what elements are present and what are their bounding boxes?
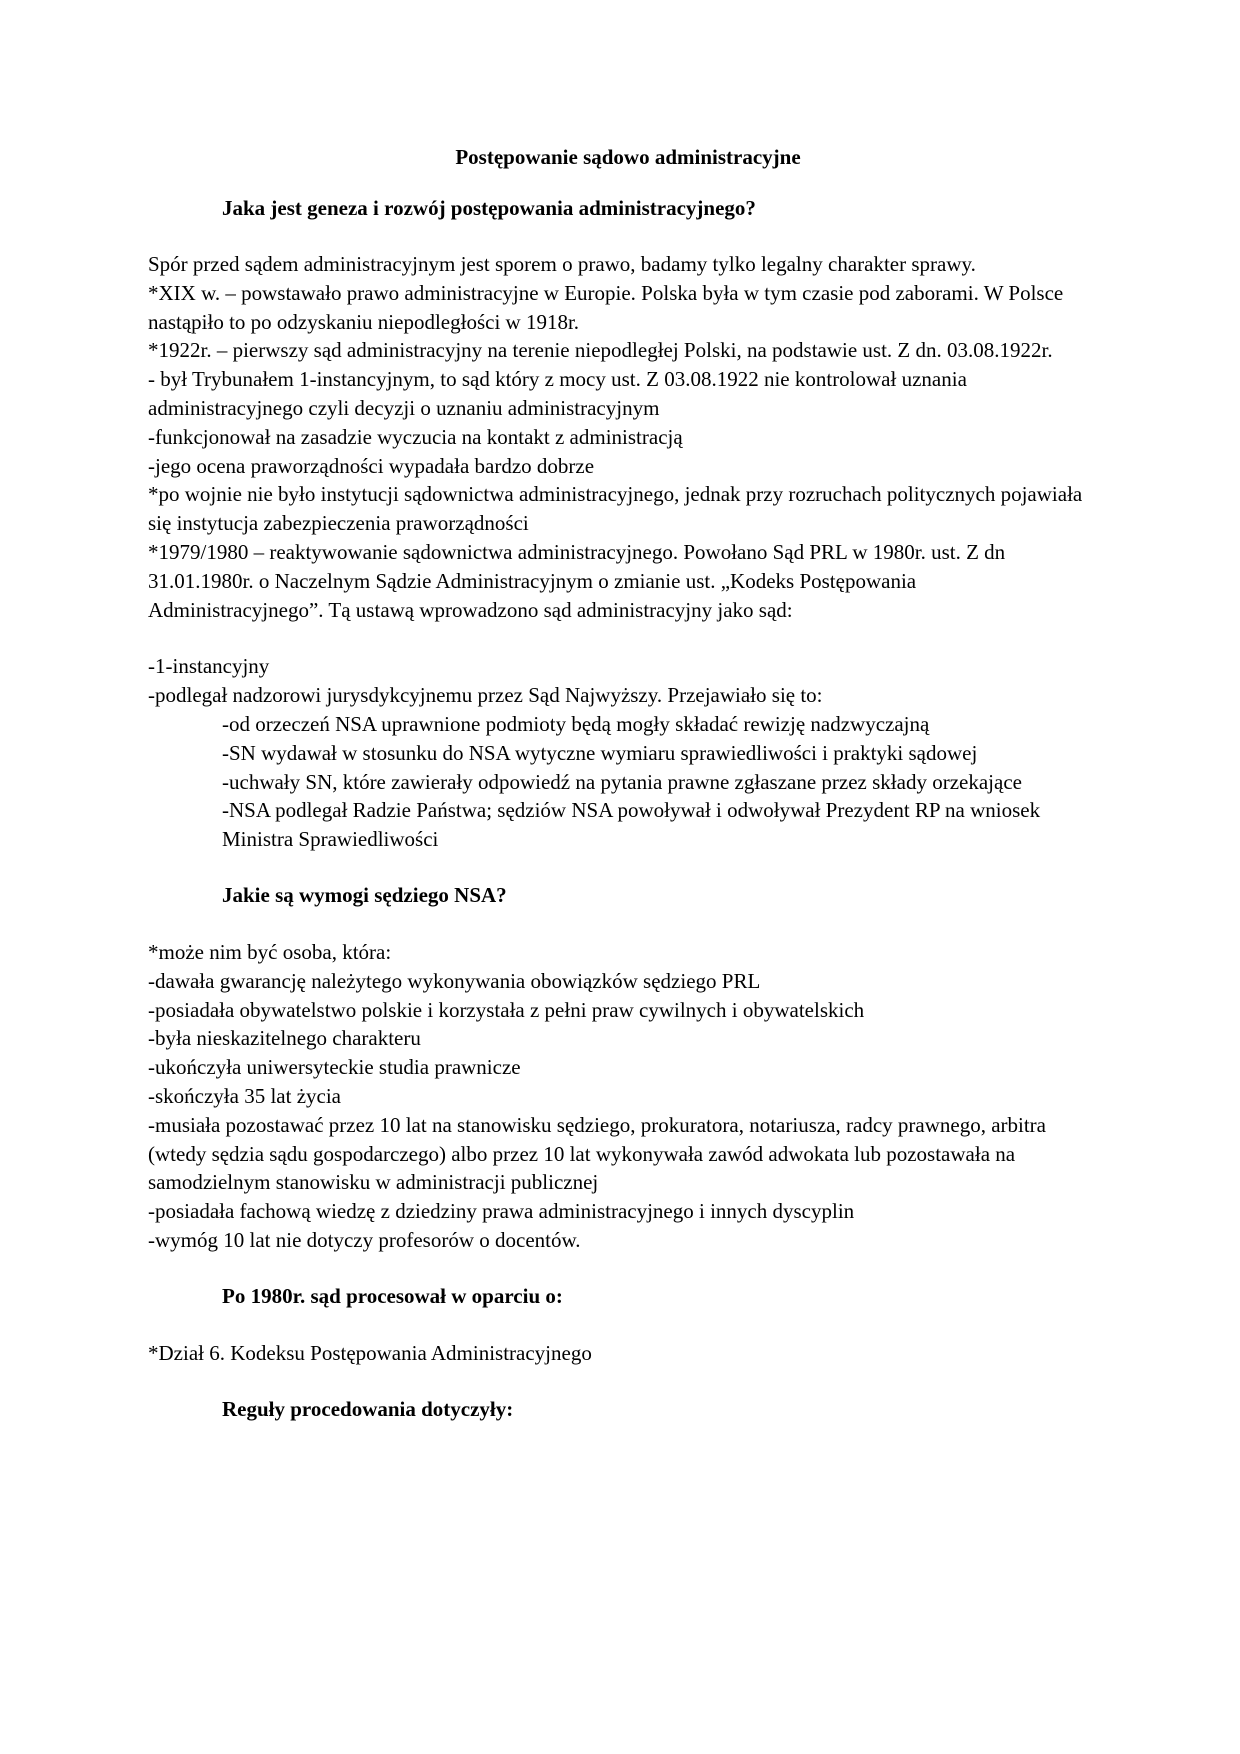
spacer — [148, 1368, 1092, 1395]
spacer — [148, 223, 1092, 250]
section-heading-genesis: Jaka jest geneza i rozwój postępowania administracyjnego? — [222, 196, 756, 220]
paragraph: *XIX w. – powstawało prawo administracyjne w Europie. Polska była w tym czasie pod zaborami. W Polsce nastąpiło to po odzyskaniu niepodległości w 1918r. — [148, 280, 1064, 334]
list-item: -posiadała fachową wiedzę z dziedziny prawa administracyjnego i innych dyscyplin — [148, 1199, 855, 1224]
list-item: -ukończyła uniwersyteckie studia prawnicze — [148, 1055, 521, 1080]
paragraph: - był Trybunałem 1-instancyjnym, to sąd który z mocy ust. Z 03.08.1922 nie kontrolował uznania administracyjnego czyli decyzji o uznaniu administracyjnym — [148, 367, 967, 420]
section-heading-after-1980: Po 1980r. sąd procesował w oparciu o: — [222, 1283, 563, 1308]
list-item: -podlegał nadzorowi jurysdykcyjnemu przez Sąd Najwyższy. Przejawiało się to: — [148, 683, 823, 708]
list-item: -posiadała obywatelstwo polskie i korzystała z pełni praw cywilnych i obywatelskich — [148, 997, 865, 1022]
sublist-item: -NSA podlegał Radzie Państwa; sędziów NSA powoływał i odwoływał Prezydent RP na wniosek Ministra Sprawiedliwości — [222, 798, 1041, 852]
sublist-item: -SN wydawał w stosunku do NSA wytyczne wymiaru sprawiedliwości i praktyki sądowej — [222, 740, 978, 765]
list-item: -musiała pozostawać przez 10 lat na stanowisku sędziego, prokuratora, notariusza, radcy prawnego, arbitra (wtedy sędzia sądu gospodarczego) albo przez 10 lat wykonywała zawód adwokata lub pozostawała na samodzielnym stanowisku w administracji publicznej — [148, 1112, 1046, 1195]
sublist-item: -uchwały SN, które zawierały odpowiedź na pytania prawne zgłaszane przez składy orzekające — [222, 769, 1022, 794]
spacer — [148, 1311, 1092, 1339]
document-title: Postępowanie sądowo administracyjne — [455, 145, 801, 169]
paragraph: -jego ocena praworządności wypadała bardzo dobrze — [148, 453, 595, 478]
paragraph: -funkcjonował na zasadzie wyczucia na kontakt z administracją — [148, 424, 683, 449]
paragraph: *1922r. – pierwszy sąd administracyjny na terenie niepodległej Polski, na podstawie ust. Z dn. 03.08.1922r. — [148, 338, 1053, 363]
paragraph: *Dział 6. Kodeksu Postępowania Administracyjnego — [148, 1340, 592, 1365]
list-item: -skończyła 35 lat życia — [148, 1083, 341, 1108]
list-item: -była nieskazitelnego charakteru — [148, 1026, 421, 1051]
spacer — [148, 1255, 1092, 1282]
sublist-item: -od orzeczeń NSA uprawnione podmioty będą mogły składać rewizję nadzwyczajną — [222, 711, 930, 736]
list-item: -wymóg 10 lat nie dotyczy profesorów o docentów. — [148, 1227, 581, 1252]
paragraph: *po wojnie nie było instytucji sądownictwa administracyjnego, jednak przy rozruchach politycznych pojawiała się instytucja zabezpieczenia praworządności — [148, 482, 1083, 536]
spacer — [148, 910, 1092, 938]
document-body — [148, 143, 1092, 1424]
spacer — [148, 624, 1092, 652]
list-item: -1-instancyjny — [148, 654, 270, 679]
paragraph: *1979/1980 – reaktywowanie sądownictwa administracyjnego. Powołano Sąd PRL w 1980r. ust. Z dn 31.01.1980r. o Naczelnym Sądzie Administracyjnym o zmianie ust. „Kodeks Postępowania Administracyjnego”. Tą ustawą wprowadzono sąd administracyjny jako sąd: — [148, 539, 1006, 622]
section-heading-procedure-rules: Reguły procedowania dotyczyły: — [222, 1396, 514, 1421]
paragraph: Spór przed sądem administracyjnym jest sporem o prawo, badamy tylko legalny charakter sprawy. — [148, 252, 976, 276]
list-item: -dawała gwarancję należytego wykonywania obowiązków sędziego PRL — [148, 968, 761, 993]
spacer — [148, 854, 1092, 881]
section-heading-judge-requirements: Jakie są wymogi sędziego NSA? — [222, 882, 507, 907]
paragraph: *może nim być osoba, która: — [148, 939, 392, 964]
